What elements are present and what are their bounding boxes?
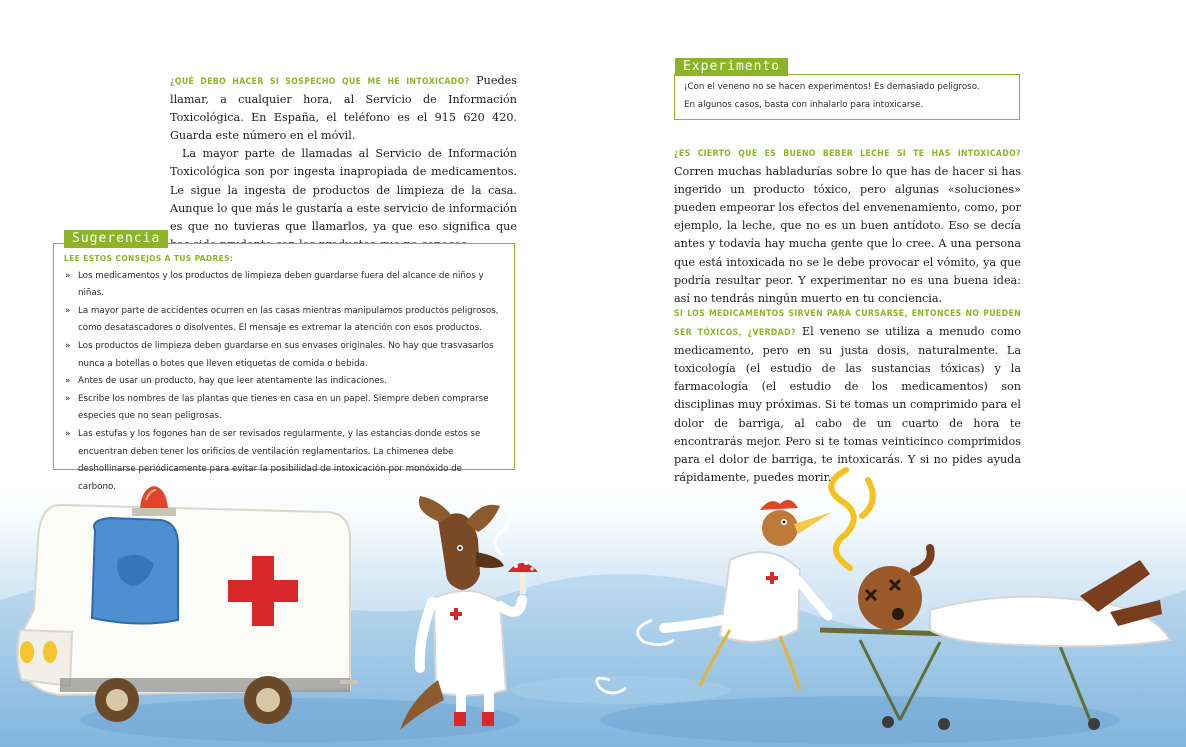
sugerencia-box (53, 231, 515, 492)
list-item: » Las estufas y los fogones han de ser revisados regularmente, y las estancias donde estos se encuentran deben tener los orificios de ventilación reglamentarios. La chimenea debe deshollinarse periódicamente para evitar la posibilidad de intoxicación por monóxido de carbono. (64, 426, 502, 496)
question-body: El veneno se utiliza a menudo como medicamento, pero en su justa dosis, naturalmente. La toxicología (el estudio de las sustancias tóxicas) y la farmacología (el estudio de los medicamentos) son disciplinas muy próximas. Si te tomas un comprimido para el dolor de barriga, al cabo de un cuarto de hora te encontrarás mejor. Pero si te tomas veinticinco comprimidos para el dolor de barriga, te intoxicarás. Y si no pides ayuda rápidamente, puedes morir. (674, 325, 1021, 484)
list-item: » Antes de usar un producto, hay que leer atentamente las indicaciones. (64, 373, 502, 391)
experimento-line: ¡Con el veneno no se hacen experimentos! Es demasiado peligroso. (684, 82, 980, 92)
paragraph (674, 144, 1021, 308)
tips-list (64, 268, 502, 497)
experimento-line: En algunos casos, basta con inhalarlo para intoxicarse. (684, 99, 924, 110)
question-lead: SI LOS MEDICAMENTOS SIRVEN PARA CURSARSE, ENTONCES NO PUEDEN SER TÓXICOS, ¿VERDAD? (674, 309, 1021, 339)
experimento-box (674, 59, 1020, 120)
text-medicine-question (674, 304, 1021, 487)
question-lead: ¿ES CIERTO QUE ES BUENO BEBER LECHE SI TE HAS INTOXICADO? (674, 149, 1021, 159)
list-item: » Los medicamentos y los productos de limpieza deben guardarse fuera del alcance de niños y niñas. (64, 268, 502, 303)
question-lead: ¿QUÉ DEBO HACER SI SOSPECHO QUE ME HE INTOXICADO? (170, 77, 470, 87)
text-milk-question (674, 144, 1021, 308)
experimento-tab: Experimento (675, 58, 788, 76)
list-item: » Escribe los nombres de las plantas que tienes en casa en un papel. Siempre deben comprarse especies que no sean peligrosas. (64, 391, 502, 426)
paragraph (170, 72, 517, 145)
question-body: Corren muchas habladurías sobre lo que has de hacer si has ingerido un producto tóxico, pero algunas «soluciones» pueden empeorar los efectos del envenenamiento, como, por ejemplo, la leche, que no es un buen antídoto. Eso se decía antes y todavía hay mucha gente que lo cree. A una persona que está intoxicada no se le debe provocar el vómito, ya que podría resultar peor. Y experimentar no es una buena idea: así no tendrás ningún muerto en tu conciencia. (674, 165, 1021, 305)
question-body: Puedes llamar, a cualquier hora, al Servicio de Información Toxicológica. En España, el teléfono es el 915 620 420. Guarda este número en el móvil. (170, 74, 517, 143)
sugerencia-tab: Sugerencia (64, 230, 168, 248)
paragraph: La mayor parte de llamadas al Servicio de Información Toxicológica son por ingesta inapropiada de medicamentos. Le sigue la ingesta de productos de limpieza de la casa. Aunque lo que más le gustaría a este servicio de información es que no tuvieras que llamarlos, ya que eso significa que (170, 147, 517, 233)
list-item: » Los productos de limpieza deben guardarse en sus envases originales. No hay que trasvasarlos nunca a botellas o botes que lleven etiquetas de comida o bebida. (64, 338, 502, 373)
right-page (593, 0, 1186, 747)
sugerencia-heading: LEE ESTOS CONSEJOS A TUS PADRES: (64, 253, 234, 263)
text-intoxication-question (170, 72, 517, 254)
paragraph (674, 304, 1021, 487)
list-item: » La mayor parte de accidentes ocurren en las casas mientras manipulamos productos peligrosos, como desatascadores o disolventes. El mensaje es extremar la atención con esos productos. (64, 303, 502, 338)
